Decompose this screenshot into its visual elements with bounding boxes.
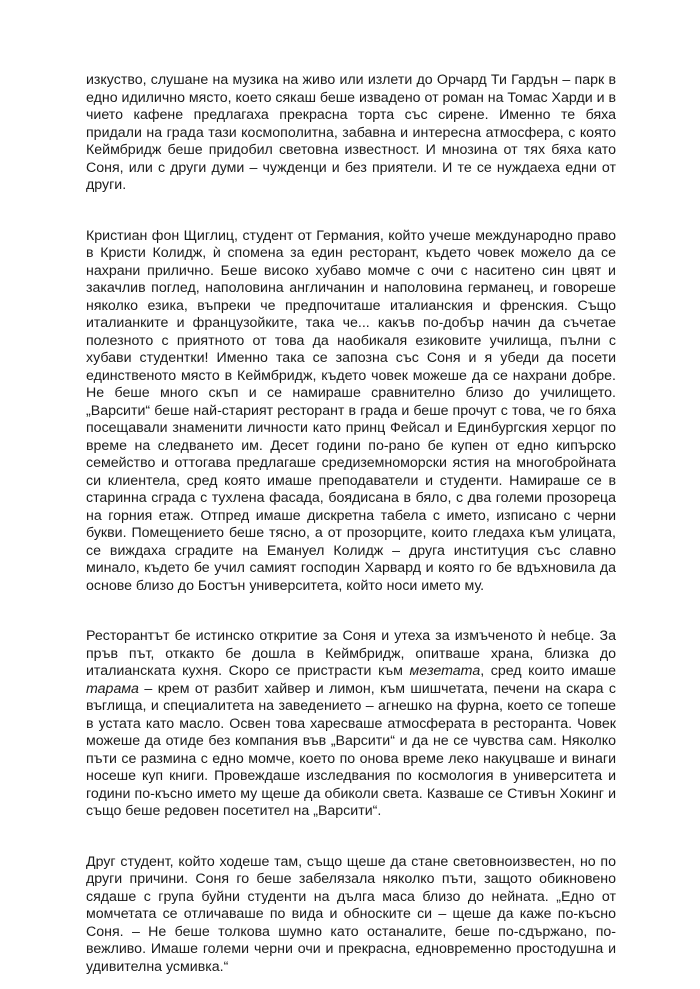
paragraph-1 — [86, 72, 616, 195]
paragraph-4-text: Друг студент, който ходеше там, също щеше да стане световноизвестен, но по други причини. Соня го беше забелязала няколко пъти, защото обикновено сядаше с група буйни студенти на дълга маса близо до нейната. „Едно от момчетата се отличаваше по вида и обноските си – щеше да каже по-късно Соня. – Не беше толкова шумно като останалите, беше по-сдържано, по-вежливо. Имаше големи черни очи и прекрасна, едновременно простодушна и удивителна усмивка.“ — [86, 853, 616, 975]
paragraph-2 — [86, 228, 616, 596]
paragraph-3-italic-tarama: тарама — [86, 680, 139, 697]
paragraph-4 — [86, 854, 616, 977]
paragraph-3-text-a: Ресторантът бе истинско откритие за Соня и утеха за измъченото ѝ небце. За пръв път, откакто бе дошла в Кеймбридж, опитваше храна, близка до италианската кухня. Скоро се пристрасти към — [86, 628, 616, 679]
paragraph-3-text-b: , сред които имаше — [480, 663, 616, 679]
paragraph-1-text: изкуство, слушане на музика на живо или излети до Орчард Ти Гардън – парк в едно идилично място, което сякаш беше извадено от роман на Томас Харди и в чието кафене предлагаха прекрасна торта със сирене. Именно те бяха придали на града тази космополитна, забавна и интересна атмосфера, с която Кеймбридж беше придобил световна известност. И мнозина от тях бяха като Соня, или с други думи – чужденци и без приятели. И те се нуждаеха едни от други. — [86, 72, 616, 193]
paragraph-3-text-c: – крем от разбит хайвер и лимон, към шишчетата, печени на скара с въглища, и специалитета на заведението – агнешко на фурна, което се топеше в устата като масло. Освен това харесваше атмосферата в ресторанта. Човек можеше да отиде без компания във „Варсити“ и да не се чувства сам. Няколко пъти се размина с едно момче, което по онова време леко накуцваше и винаги носеше куп книги. Провеждаше изследвания по космология в университета и години по-късно името му щеше да обиколи света. Казваше се Стивън Хокинг и също беше редовен посетител на „Варсити“. — [86, 680, 616, 819]
document-page — [86, 72, 616, 976]
paragraph-3-italic-mezeta: мезетата — [409, 663, 481, 679]
paragraph-2-text: Кристиан фон Щиглиц, студент от Германия, който учеше международно право в Кристи Колидж, ѝ спомена за един ресторант, където човек можело да се нахрани прилично. Беше високо хубаво момче с очи с наситено син цвят и закачлив поглед, наполовина англичанин и наполовина германец, и говореше няколко езика, въпреки че предпочиташе италианския и френския. Също италианките и французойките, така че... какъв по-добър начин да съчетае полезното с приятното от това да наобикаля езиковите училища, пълни с хубави студентки! Именно така се запозна със Соня и я убеди да посети единственото място в Кеймбридж, където човек можеше да се нахрани добре. Не беше много скъп и се намираше сравнително близо до училището. „Варсити“ беше най-старият ресторант в града и беше прочут с това, че го бяха посещавали знаменити личности като принц Фейсал и Единбургския херцог по време на следването им. Десет години по-рано бе купен от едно кипърско семейство и оттогава предлагаше средиземноморски ястия на многобройната си клиентела, сред която имаше преподаватели и студенти. Намираше се в старинна сграда с тухлена фасада, боядисана в бяло, с два големи прозореца на горния етаж. Отпред имаше дискретна табела с името, изписано с черни букви. Помещението беше тясно, а от прозорците, които гледаха към улицата, се виждаха сградите на Емануел Колидж – друга институция със славно минало, където бе учил самият господин Харвард и която го бе вдъхновила да основе близо до Бостън университета, който носи името му. — [86, 227, 616, 594]
paragraph-3 — [86, 628, 616, 821]
